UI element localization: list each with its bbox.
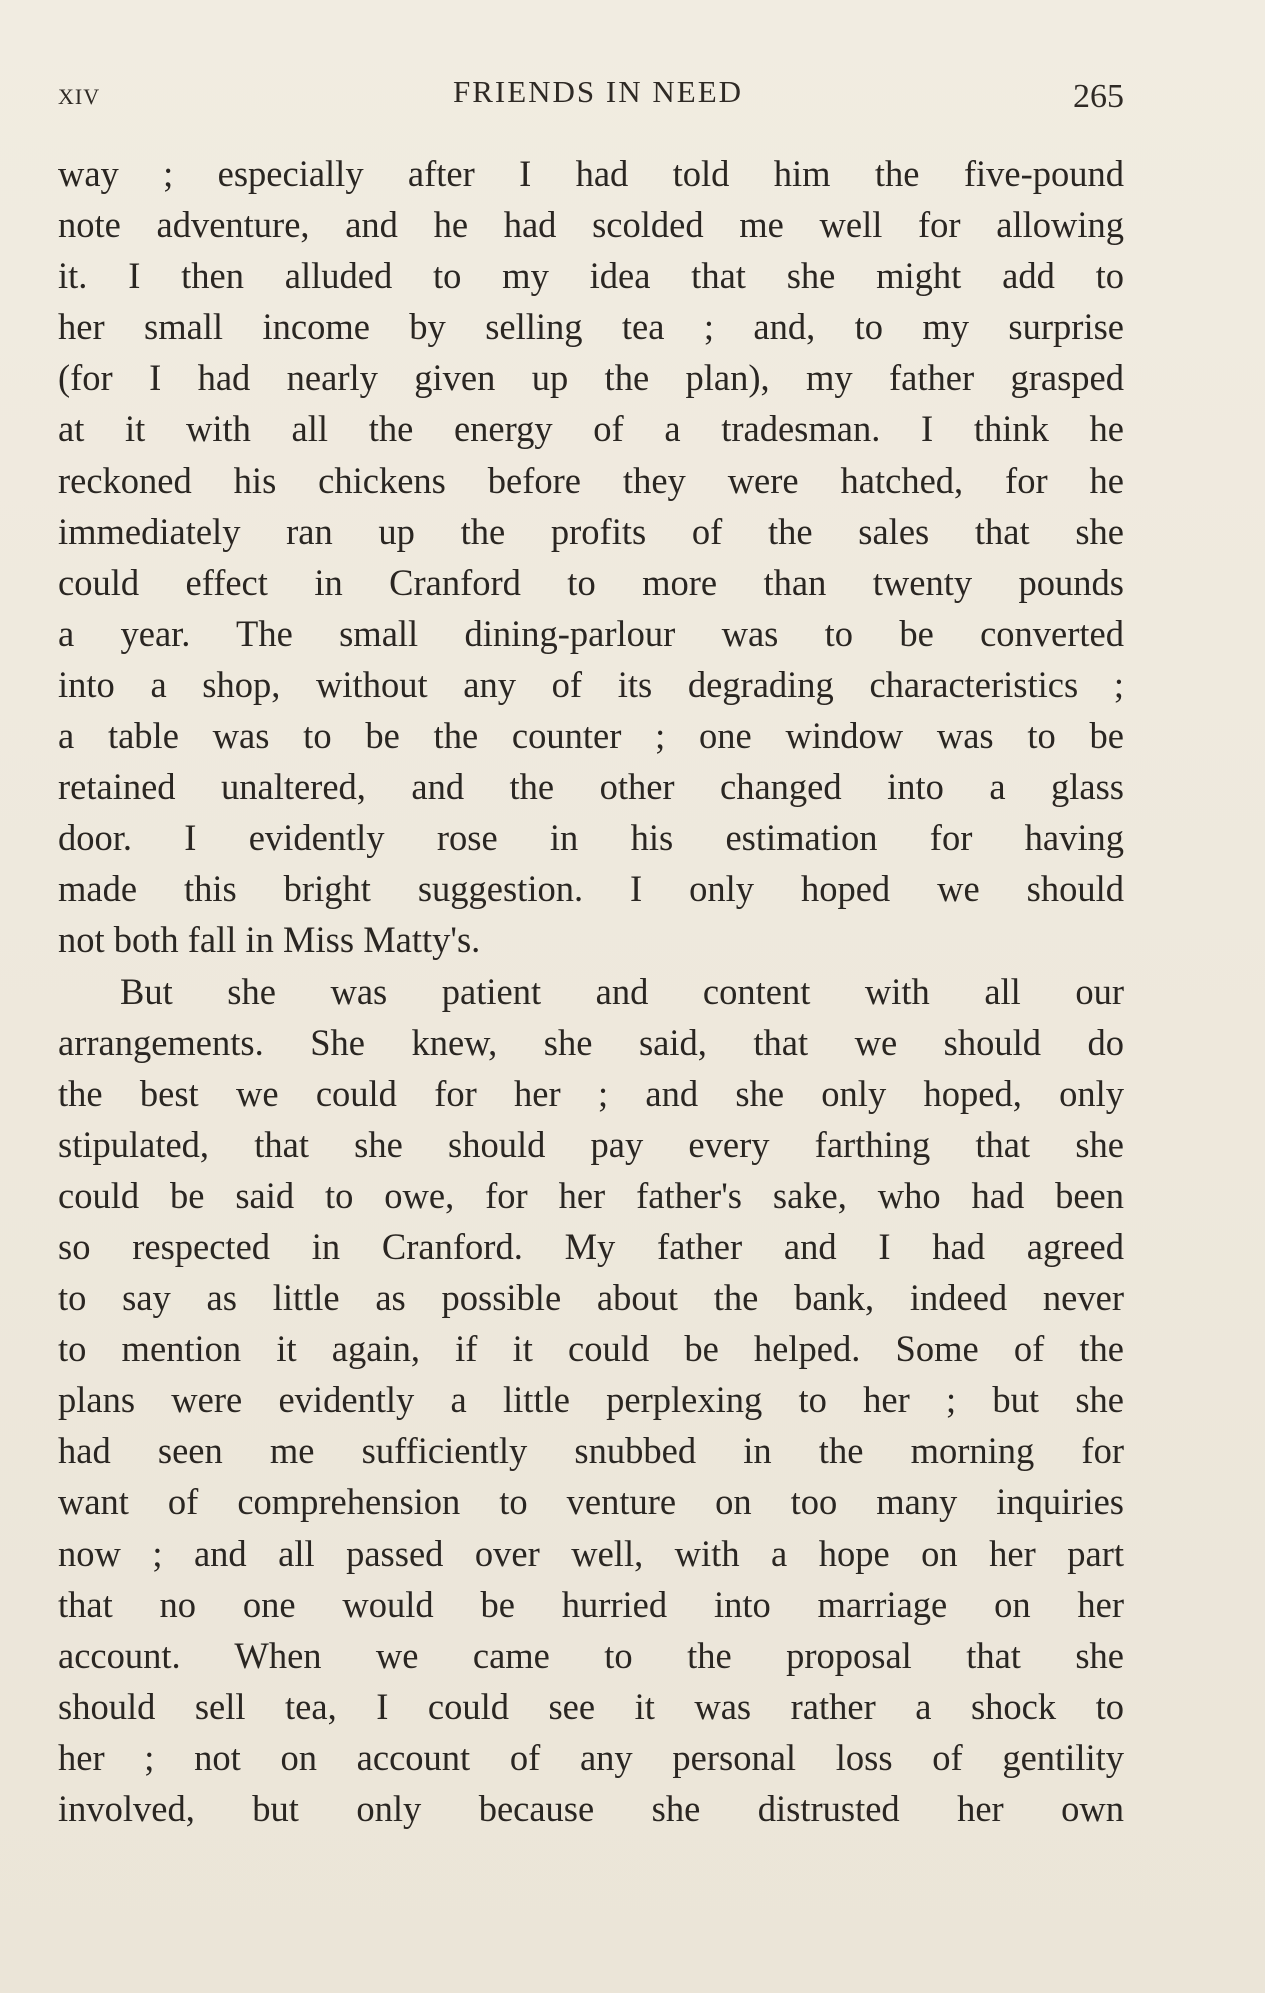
text-line: it. I then alluded to my idea that she might add to (58, 255, 1124, 297)
text-line: stipulated, that she should pay every farthing that she (58, 1123, 1124, 1165)
text-line: a year. The small dining-parlour was to be converted (58, 612, 1124, 654)
text-line: at it with all the energy of a tradesman. I think he (58, 408, 1124, 450)
text-line: immediately ran up the profits of the sales that she (58, 510, 1124, 552)
text-line: could be said to owe, for her father's sake, who had been (58, 1174, 1124, 1216)
page-number: 265 (1073, 78, 1124, 115)
text-line: the best we could for her ; and she only hoped, only (58, 1072, 1124, 1114)
body-text (58, 148, 1124, 1834)
text-line: retained unaltered, and the other changed into a glass (58, 766, 1124, 808)
text-line: into a shop, without any of its degrading characteristics ; (58, 663, 1124, 705)
text-line: But she was patient and content with all our (120, 970, 1124, 1012)
text-line: plans were evidently a little perplexing to her ; but she (58, 1379, 1124, 1421)
text-line: to mention it again, if it could be helped. Some of the (58, 1328, 1124, 1370)
text-line: should sell tea, I could see it was rather a shock to (58, 1685, 1124, 1727)
text-line: arrangements. She knew, she said, that we should do (58, 1021, 1124, 1063)
text-line: could effect in Cranford to more than twenty pounds (58, 561, 1124, 603)
text-line: that no one would be hurried into marriage on her (58, 1583, 1124, 1625)
text-line: her small income by selling tea ; and, to my surprise (58, 306, 1124, 348)
paragraph (58, 148, 1124, 966)
text-line: to say as little as possible about the bank, indeed never (58, 1277, 1124, 1319)
text-line: not both fall in Miss Matty's. (58, 919, 481, 961)
text-line: reckoned his chickens before they were hatched, for he (58, 459, 1124, 501)
text-line: involved, but only because she distrusted her own (58, 1788, 1124, 1829)
text-line: now ; and all passed over well, with a hope on her part (58, 1532, 1124, 1574)
text-line: door. I evidently rose in his estimation for having (58, 817, 1124, 859)
text-line: (for I had nearly given up the plan), my father grasped (58, 357, 1124, 399)
paragraph (58, 966, 1124, 1835)
text-line: account. When we came to the proposal that she (58, 1634, 1124, 1676)
text-line: way ; especially after I had told him the five-pound (58, 153, 1124, 194)
text-line: had seen me sufficiently snubbed in the morning for (58, 1430, 1124, 1472)
text-line: made this bright suggestion. I only hoped we should (58, 868, 1124, 910)
chapter-title: FRIENDS IN NEED (452, 74, 744, 109)
text-line: so respected in Cranford. My father and I had agreed (58, 1225, 1124, 1267)
text-line: want of comprehension to venture on too many inquiries (58, 1481, 1124, 1523)
text-line: note adventure, and he had scolded me well for allowing (58, 204, 1124, 246)
running-header (58, 70, 1138, 120)
text-line: her ; not on account of any personal loss of gentility (58, 1736, 1124, 1778)
text-line: a table was to be the counter ; one window was to be (58, 715, 1124, 757)
chapter-number: xiv (58, 76, 101, 111)
